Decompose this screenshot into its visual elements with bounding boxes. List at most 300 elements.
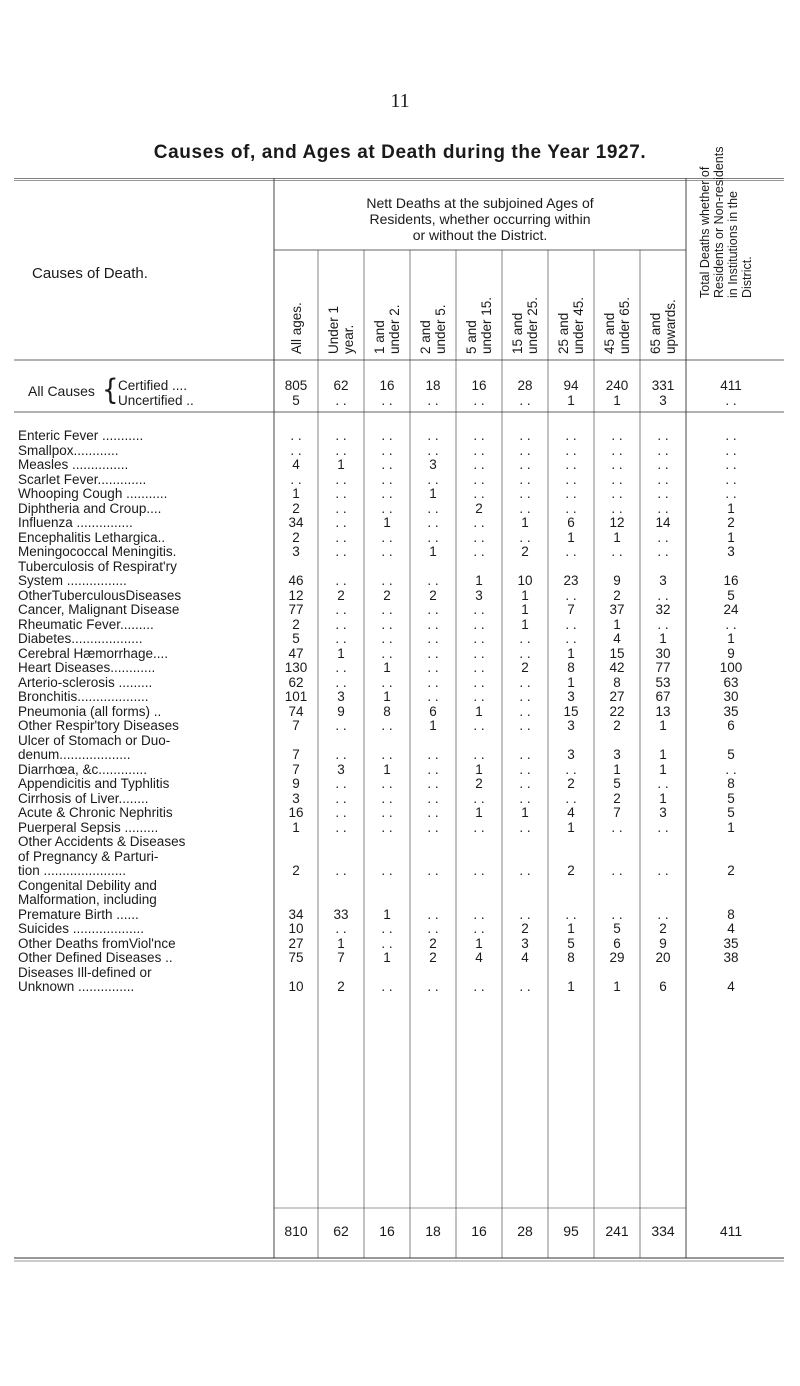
age-column-header: All ages. <box>288 302 304 354</box>
cause-label: Other Accidents & Diseases <box>18 834 186 849</box>
cause-value: 3 <box>337 761 345 777</box>
cause-value: . . <box>427 428 439 443</box>
cause-value: 6 <box>567 515 575 530</box>
cause-label: Acute & Chronic Nephritis <box>18 805 173 820</box>
cause-value: . . <box>381 457 393 472</box>
all-causes-value: 16 <box>379 378 395 393</box>
cause-value: . . <box>519 645 531 661</box>
grand-total-value: 95 <box>563 1223 579 1239</box>
cause-value: 20 <box>655 950 671 965</box>
cause-value: 1 <box>613 979 621 994</box>
cause-value: . . <box>473 616 485 632</box>
grand-total-value: 810 <box>284 1223 308 1239</box>
cause-value: 1 <box>567 674 575 690</box>
cause-value: 6 <box>613 935 621 951</box>
cause-value: . . <box>473 689 485 704</box>
cause-value: 1 <box>613 529 621 545</box>
cause-total: 8 <box>727 776 735 791</box>
cause-value: . . <box>519 790 531 806</box>
all-causes-value: 94 <box>563 378 579 393</box>
cause-total: 8 <box>727 906 735 922</box>
cause-total: . . <box>725 428 737 443</box>
cause-value: . . <box>565 906 577 922</box>
cause-value: 4 <box>475 950 483 965</box>
cause-total: 24 <box>723 602 739 617</box>
cause-total: 4 <box>727 979 735 994</box>
all-causes-value: . . <box>381 393 393 408</box>
cause-value: 1 <box>429 486 437 501</box>
cause-value: . . <box>473 921 485 936</box>
cause-label: Smallpox............ <box>18 442 119 458</box>
cause-total: . . <box>725 471 737 487</box>
all-causes-value: 16 <box>471 378 487 393</box>
cause-value: . . <box>335 921 347 936</box>
cause-value: . . <box>657 863 669 878</box>
all-causes-value: 3 <box>659 393 667 408</box>
cause-value: 3 <box>613 747 621 762</box>
cause-value: 2 <box>292 616 300 632</box>
cause-value: . . <box>381 747 393 762</box>
cause-value: 5 <box>613 921 621 936</box>
cause-value: 1 <box>659 747 667 762</box>
cause-value: . . <box>473 515 485 530</box>
cause-value: 1 <box>475 935 483 951</box>
cause-value: . . <box>519 863 531 878</box>
cause-value: 1 <box>613 616 621 632</box>
cause-total: 1 <box>727 529 735 545</box>
nett-deaths-header-line: or without the District. <box>412 227 548 243</box>
cause-total: 1 <box>727 819 735 835</box>
cause-value: . . <box>519 906 531 922</box>
cause-total: . . <box>725 442 737 458</box>
cause-value: 8 <box>383 703 391 719</box>
cause-value: . . <box>427 863 439 878</box>
cause-value: 2 <box>521 544 529 559</box>
cause-value: . . <box>657 616 669 632</box>
cause-value: 42 <box>609 660 625 675</box>
all-causes-value: 62 <box>333 378 349 393</box>
cause-total: 35 <box>723 935 739 951</box>
all-causes-value: . . <box>473 393 485 408</box>
cause-value: 1 <box>429 544 437 559</box>
cause-total: 5 <box>727 790 735 806</box>
grand-total-overall: 411 <box>719 1223 743 1239</box>
cause-value: . . <box>565 457 577 472</box>
cause-value: . . <box>565 790 577 806</box>
cause-value: . . <box>519 689 531 704</box>
age-column-header: under 5. <box>433 304 448 354</box>
cause-label: Diabetes................... <box>18 631 143 646</box>
cause-total: 16 <box>723 573 739 588</box>
cause-value: . . <box>427 921 439 936</box>
cause-value: . . <box>427 906 439 922</box>
all-causes-value: 18 <box>425 378 441 393</box>
cause-value: . . <box>335 863 347 878</box>
cause-value: . . <box>335 544 347 559</box>
cause-value: 3 <box>659 805 667 820</box>
cause-value: 1 <box>521 587 529 603</box>
cause-value: . . <box>427 442 439 458</box>
cause-value: 1 <box>659 631 667 646</box>
cause-value: 4 <box>521 950 529 965</box>
cause-value: . . <box>335 674 347 690</box>
cause-value: 2 <box>659 921 667 936</box>
cause-label: Premature Birth ...... <box>18 906 139 922</box>
grand-total-value: 241 <box>605 1223 629 1239</box>
cause-label: Congenital Debility and <box>18 877 157 893</box>
cause-value: . . <box>381 979 393 994</box>
all-causes-value: 240 <box>605 378 629 393</box>
cause-value: 2 <box>429 935 437 951</box>
cause-value: . . <box>519 529 531 545</box>
cause-value: 2 <box>429 950 437 965</box>
cause-value: . . <box>565 544 577 559</box>
cause-value: 8 <box>567 950 575 965</box>
cause-value: 2 <box>337 587 345 603</box>
cause-value: . . <box>519 631 531 646</box>
cause-value: . . <box>657 471 669 487</box>
cause-value: 77 <box>655 660 671 675</box>
cause-total: 2 <box>727 515 735 530</box>
cause-value: . . <box>473 674 485 690</box>
cause-value: . . <box>427 631 439 646</box>
cause-label: Cancer, Malignant Disease <box>18 602 180 617</box>
cause-value: . . <box>657 819 669 835</box>
cause-value: 1 <box>383 660 391 675</box>
cause-value: 75 <box>288 950 304 965</box>
age-column-header: 5 and <box>464 320 479 354</box>
cause-value: . . <box>427 674 439 690</box>
cause-value: . . <box>473 645 485 661</box>
cause-value: 5 <box>567 935 575 951</box>
grand-total-value: 28 <box>517 1223 533 1239</box>
all-causes-row-label: Uncertified .. <box>118 393 194 408</box>
cause-total: . . <box>725 486 737 501</box>
cause-value: . . <box>427 805 439 820</box>
cause-value: 1 <box>567 921 575 936</box>
cause-label: of Pregnancy & Parturi- <box>18 848 159 864</box>
cause-value: . . <box>335 529 347 545</box>
cause-value: 8 <box>567 660 575 675</box>
cause-label: Encephalitis Lethargica.. <box>18 529 166 545</box>
cause-value: 3 <box>292 544 300 559</box>
cause-total: . . <box>725 761 737 777</box>
cause-value: . . <box>519 486 531 501</box>
cause-value: . . <box>335 660 347 675</box>
cause-value: . . <box>427 979 439 994</box>
age-column-header: 2 and <box>418 320 433 354</box>
cause-value: 2 <box>567 863 575 878</box>
cause-value: . . <box>335 616 347 632</box>
cause-value: . . <box>427 500 439 516</box>
cause-label: Appendicitis and Typhlitis <box>18 776 170 791</box>
cause-value: . . <box>519 703 531 719</box>
cause-value: . . <box>657 442 669 458</box>
cause-value: 2 <box>429 587 437 603</box>
cause-value: . . <box>335 718 347 733</box>
cause-value: . . <box>335 602 347 617</box>
cause-value: 1 <box>567 819 575 835</box>
cause-value: 7 <box>292 761 300 777</box>
age-column-header: 65 and <box>648 312 663 354</box>
cause-value: . . <box>427 689 439 704</box>
grand-total-value: 16 <box>379 1223 395 1239</box>
cause-label: Diphtheria and Croup.... <box>18 500 162 516</box>
causes-header: Causes of Death. <box>32 265 148 282</box>
all-causes-value: 5 <box>292 393 300 408</box>
cause-value: 1 <box>567 529 575 545</box>
age-column-header: under 2. <box>387 304 402 354</box>
cause-label: Other Respir'tory Diseases <box>18 718 179 733</box>
cause-total: 4 <box>727 921 735 936</box>
cause-value: . . <box>611 457 623 472</box>
cause-value: . . <box>565 587 577 603</box>
cause-label: Influenza ............... <box>18 515 133 530</box>
cause-value: 5 <box>292 631 300 646</box>
cause-value: . . <box>381 616 393 632</box>
cause-value: . . <box>611 863 623 878</box>
total-column-header: in Institutions in the <box>726 190 740 298</box>
cause-value: . . <box>611 500 623 516</box>
cause-value: . . <box>519 718 531 733</box>
cause-label: Arterio-sclerosis ......... <box>18 674 153 690</box>
cause-value: 1 <box>521 602 529 617</box>
cause-value: . . <box>335 471 347 487</box>
cause-value: 2 <box>613 718 621 733</box>
cause-value: . . <box>427 573 439 588</box>
cause-value: . . <box>473 529 485 545</box>
cause-value: 2 <box>521 660 529 675</box>
cause-value: . . <box>473 602 485 617</box>
cause-value: 7 <box>567 602 575 617</box>
cause-value: 14 <box>655 515 671 530</box>
age-column-header: under 65. <box>617 296 632 354</box>
grand-total-value: 16 <box>471 1223 487 1239</box>
cause-label: Unknown ............... <box>18 979 135 994</box>
cause-value: 1 <box>383 761 391 777</box>
cause-value: 62 <box>288 674 304 690</box>
cause-total: 63 <box>723 674 739 690</box>
cause-value: 1 <box>521 805 529 820</box>
cause-value: . . <box>473 471 485 487</box>
cause-label: Rheumatic Fever......... <box>18 616 154 632</box>
page-title: Causes of, and Ages at Death during the Year 1927. <box>153 142 647 163</box>
cause-value: . . <box>519 457 531 472</box>
cause-value: . . <box>335 428 347 443</box>
cause-value: . . <box>290 471 302 487</box>
cause-value: . . <box>657 587 669 603</box>
cause-value: . . <box>473 790 485 806</box>
cause-value: . . <box>657 544 669 559</box>
cause-value: 29 <box>609 950 625 965</box>
cause-value: 10 <box>517 573 533 588</box>
cause-value: 7 <box>613 805 621 820</box>
cause-label: Heart Diseases............ <box>18 660 156 675</box>
age-column-header: year. <box>341 324 356 354</box>
cause-value: 9 <box>613 573 621 588</box>
age-column-header: under 15. <box>479 296 494 354</box>
cause-value: . . <box>611 544 623 559</box>
cause-value: 10 <box>288 921 304 936</box>
cause-value: 1 <box>383 515 391 530</box>
cause-value: . . <box>335 805 347 820</box>
cause-value: . . <box>473 718 485 733</box>
cause-value: 10 <box>288 979 304 994</box>
cause-value: 67 <box>655 689 671 704</box>
cause-value: 1 <box>475 703 483 719</box>
cause-value: . . <box>335 486 347 501</box>
cause-label: Suicides ................... <box>18 921 145 936</box>
cause-value: 7 <box>292 747 300 762</box>
cause-label: Ulcer of Stomach or Duo- <box>18 732 171 748</box>
cause-value: 1 <box>521 616 529 632</box>
cause-value: . . <box>381 674 393 690</box>
cause-total: 5 <box>727 747 735 762</box>
cause-value: 3 <box>429 457 437 472</box>
cause-value: 13 <box>655 703 671 719</box>
cause-value: . . <box>473 631 485 646</box>
cause-value: . . <box>381 428 393 443</box>
cause-value: . . <box>611 471 623 487</box>
cause-label: Diarrhœa, &c............. <box>18 761 148 777</box>
cause-value: . . <box>335 819 347 835</box>
cause-total: . . <box>725 457 737 472</box>
cause-value: . . <box>335 573 347 588</box>
cause-value: . . <box>473 457 485 472</box>
cause-label: tion ...................... <box>18 863 127 878</box>
cause-value: . . <box>565 486 577 501</box>
cause-value: . . <box>335 747 347 762</box>
nett-deaths-header-line: Nett Deaths at the subjoined Ages of <box>366 195 594 211</box>
cause-value: 7 <box>292 718 300 733</box>
age-column-header: upwards. <box>663 299 678 354</box>
cause-value: 3 <box>567 718 575 733</box>
cause-total: 38 <box>723 950 739 965</box>
cause-value: . . <box>290 442 302 458</box>
cause-value: 53 <box>655 674 671 690</box>
cause-value: 9 <box>292 776 300 791</box>
cause-label: Measles ............... <box>18 457 129 472</box>
cause-label: Cirrhosis of Liver........ <box>18 790 149 806</box>
cause-value: . . <box>519 761 531 777</box>
cause-value: . . <box>381 819 393 835</box>
cause-value: . . <box>565 471 577 487</box>
cause-value: 1 <box>475 805 483 820</box>
cause-value: . . <box>473 863 485 878</box>
page-number: 11 <box>390 90 410 112</box>
cause-label: Meningococcal Meningitis. <box>18 544 177 559</box>
cause-value: 4 <box>567 805 575 820</box>
age-column-header: under 25. <box>525 296 540 354</box>
cause-label: Malformation, including <box>18 892 157 907</box>
cause-value: . . <box>657 428 669 443</box>
all-causes-value: 331 <box>651 378 675 393</box>
cause-value: . . <box>427 790 439 806</box>
cause-value: . . <box>381 645 393 661</box>
cause-label: Scarlet Fever............. <box>18 471 147 487</box>
total-column-header: Total Deaths whether of <box>698 166 712 298</box>
cause-value: . . <box>611 428 623 443</box>
cause-value: 1 <box>383 906 391 922</box>
cause-value: . . <box>473 660 485 675</box>
cause-value: 47 <box>288 645 304 661</box>
all-causes-row-label: Certified .... <box>118 378 188 393</box>
cause-value: 1 <box>337 645 345 661</box>
cause-value: . . <box>381 921 393 936</box>
cause-value: 6 <box>659 979 667 994</box>
cause-value: . . <box>565 428 577 443</box>
cause-value: . . <box>473 747 485 762</box>
grand-total-value: 334 <box>651 1223 675 1239</box>
cause-value: . . <box>519 819 531 835</box>
cause-value: . . <box>565 616 577 632</box>
cause-label: Cerebral Hæmorrhage.... <box>18 645 169 661</box>
cause-value: . . <box>427 660 439 675</box>
cause-value: 15 <box>609 645 625 661</box>
all-causes-value: 805 <box>284 378 308 393</box>
cause-value: . . <box>381 631 393 646</box>
cause-total: 5 <box>727 587 735 603</box>
cause-value: 1 <box>292 819 300 835</box>
cause-value: 1 <box>383 950 391 965</box>
cause-label: Pneumonia (all forms) .. <box>18 703 162 719</box>
age-column-header: 15 and <box>510 312 525 354</box>
cause-value: . . <box>473 906 485 922</box>
cause-value: . . <box>611 486 623 501</box>
cause-value: 1 <box>567 645 575 661</box>
cause-value: 1 <box>659 718 667 733</box>
cause-value: 1 <box>659 761 667 777</box>
cause-value: . . <box>335 776 347 791</box>
cause-value: . . <box>565 500 577 516</box>
cause-value: . . <box>657 486 669 501</box>
cause-value: 4 <box>613 631 621 646</box>
age-column-header: Under 1 <box>326 305 341 354</box>
cause-total: 1 <box>727 631 735 646</box>
cause-value: . . <box>427 471 439 487</box>
cause-value: 1 <box>613 761 621 777</box>
cause-value: 74 <box>288 703 304 719</box>
all-causes-total: 411 <box>720 378 742 393</box>
cause-total: 1 <box>727 500 735 516</box>
cause-value: . . <box>473 486 485 501</box>
cause-value: 2 <box>475 500 483 516</box>
cause-label: Enteric Fever ........... <box>18 428 144 443</box>
cause-value: . . <box>335 442 347 458</box>
cause-value: 1 <box>521 515 529 530</box>
cause-value: 8 <box>613 674 621 690</box>
cause-value: . . <box>381 776 393 791</box>
cause-value: . . <box>427 602 439 617</box>
cause-label: Puerperal Sepsis ......... <box>18 819 159 835</box>
cause-label: Tuberculosis of Respirat'ry <box>18 558 177 574</box>
cause-value: 32 <box>655 602 671 617</box>
cause-value: 1 <box>337 935 345 951</box>
cause-value: 22 <box>609 703 625 719</box>
cause-value: 46 <box>288 573 304 588</box>
cause-value: . . <box>519 674 531 690</box>
cause-value: . . <box>290 428 302 443</box>
cause-label: Whooping Cough ........... <box>18 486 168 501</box>
cause-value: 5 <box>613 776 621 791</box>
cause-value: . . <box>381 442 393 458</box>
cause-value: . . <box>473 544 485 559</box>
cause-total: 35 <box>723 703 739 719</box>
cause-value: 37 <box>609 602 625 617</box>
cause-value: . . <box>657 500 669 516</box>
cause-value: 3 <box>659 573 667 588</box>
cause-value: . . <box>657 457 669 472</box>
